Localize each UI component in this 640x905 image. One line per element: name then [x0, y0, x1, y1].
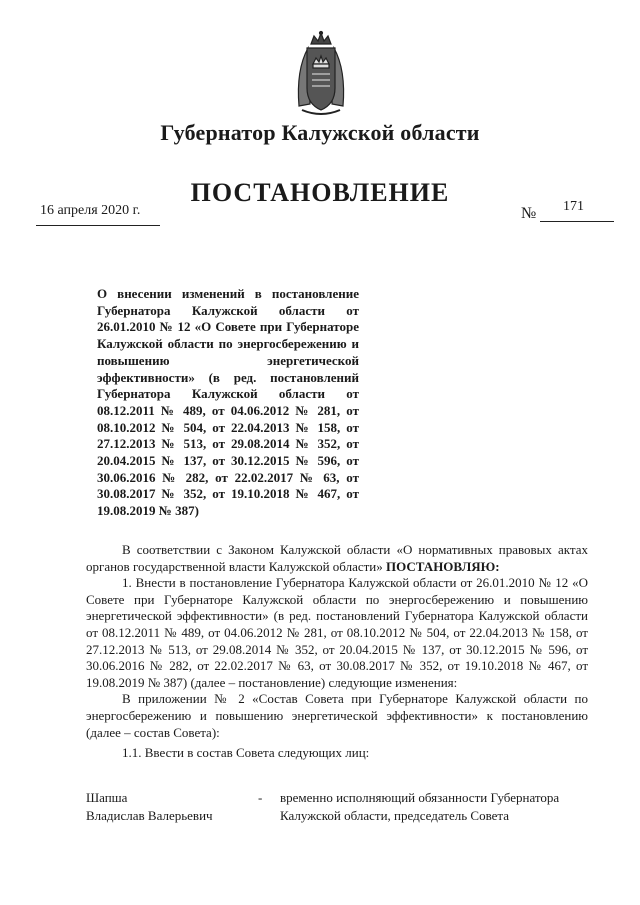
member-given-names: Владислав Валерьевич	[86, 808, 213, 823]
member-dash: -	[258, 790, 263, 805]
intro-text: В соответствии с Законом Калужской области «О нормативных правовых актах органов государственной власти Калужской области»	[86, 542, 588, 574]
intro-paragraph	[86, 542, 588, 575]
date-underline	[36, 225, 160, 226]
document-body	[86, 542, 588, 762]
members-list	[86, 789, 588, 825]
number-underline	[540, 221, 614, 222]
member-role: временно исполняющий обязанности Губернатора Калужской области, председатель Совета	[280, 790, 560, 823]
decree-keyword: ПОСТАНОВЛЯЮ:	[386, 558, 500, 574]
document-subject: О внесении изменений в постановление Губернатора Калужской области от 26.01.2010 № 12 «О Совете при Губернаторе Калужской области по энергосбережению и повышению энергетической эффективности» (в ред. постановлений Губернатора Калужской области от 08.12.2011 № 489, от 04.06.2012 № 281, от 08.10.2012 № 504, от 22.04.2013 № 158, от 27.12.2013 № 513, от 29.08.2014 № 352, от 20.04.2015 № 137, от 30.12.2015 № 596, от 30.06.2016 № 282, от 22.02.2017 № 63, от 30.08.2017 № 352, от 19.10.2018 № 467, от 19.08.2019 № 387)	[97, 286, 359, 519]
document-type-heading: ПОСТАНОВЛЕНИЕ	[190, 178, 450, 207]
number-sign: №	[521, 205, 537, 222]
member-surname: Шапша	[86, 790, 128, 805]
appendix-paragraph: В приложении № 2 «Состав Совета при Губернаторе Калужской области по энергосбережению и повышению энергетической эффективности» к постановлению (далее – состав Совета):	[86, 691, 588, 740]
item-1-1-paragraph: 1.1. Ввести в состав Совета следующих лиц:	[122, 745, 370, 761]
item-1-paragraph: 1. Внести в постановление Губернатора Калужской области от 26.01.2010 № 12 «О Совете при Губернаторе Калужской области по энергосбережению и повышению энергетической эффективности» (в ред. постановлений Губернатора Калужской области от 08.12.2011 № 489, от 04.06.2012 № 281, от 08.10.2012 № 504, от 22.04.2013 № 158, от 27.12.2013 № 513, от 29.08.2014 № 352, от 20.04.2015 № 137, от 30.12.2015 № 596, от 30.06.2016 № 282, от 22.02.2017 № 63, от 30.08.2017 № 352, от 19.10.2018 № 467, от 19.08.2019 № 387) (далее – постановление) следующие изменения:	[86, 575, 588, 690]
document-number: 171	[563, 199, 584, 214]
member-name	[86, 789, 258, 825]
member-row	[86, 789, 588, 825]
coat-of-arms-icon	[290, 30, 352, 118]
governor-title: Губернатор Калужской области	[160, 120, 480, 145]
document-date: 16 апреля 2020 г.	[40, 203, 141, 218]
